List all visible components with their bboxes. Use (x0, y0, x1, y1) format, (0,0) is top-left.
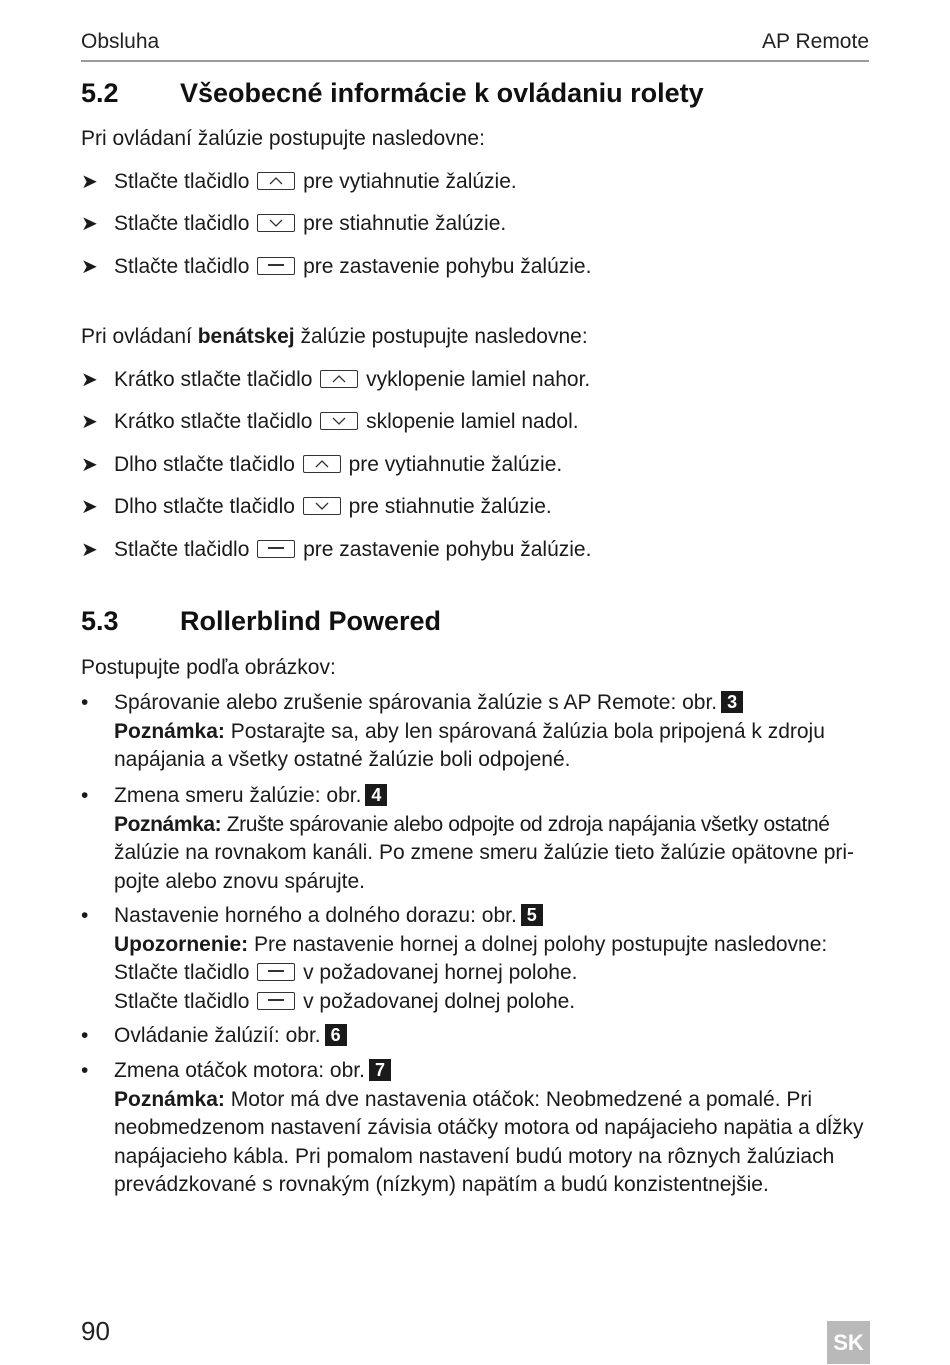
arrow-bullet-icon: ➤ (81, 213, 98, 235)
section-title: Rollerblind Powered (180, 606, 442, 636)
arrow-bullet-icon: ➤ (81, 496, 98, 518)
arrow-bullet-icon: ➤ (81, 454, 98, 476)
intro-text: Postupujte podľa obrázkov: (81, 656, 336, 679)
page-header (81, 28, 869, 62)
list-item: • Zmena otáčok motora: obr. 7 Poznámka: Motor má dve nastavenia otáčok: Neobmedzené a pomalé. Pri neobmedzenom nastavení závisia otáčky motora od napájacieho napätia a dĺžky napájacieho kábla. Pri pomalom nastavení budú motory na rôznych žalúziach prevádzkované s rovnakým (nízkym) napätím a budú konzistentnejšie. (81, 1059, 864, 1196)
step-item: ➤ Stlačte tlačidlo pre zastavenie pohybu žalúzie. (81, 253, 591, 281)
language-badge: SK (827, 1321, 870, 1364)
intro-text: Pri ovládaní žalúzie postupujte nasledovne: (81, 127, 485, 150)
stop-button-icon (257, 992, 295, 1010)
step-item: ➤ Dlho stlačte tlačidlo pre stiahnutie žalúzie. (81, 493, 552, 521)
up-button-icon (303, 455, 341, 473)
step-item: ➤ Krátko stlačte tlačidlo sklopenie lamiel nadol. (81, 408, 579, 436)
arrow-bullet-icon: ➤ (81, 171, 98, 193)
stop-button-icon (257, 257, 295, 275)
arrow-bullet-icon: ➤ (81, 369, 98, 391)
arrow-bullet-icon: ➤ (81, 256, 98, 278)
header-product: AP Remote (762, 30, 869, 53)
step-item: ➤ Stlačte tlačidlo pre vytiahnutie žalúzie. (81, 168, 517, 196)
arrow-bullet-icon: ➤ (81, 411, 98, 433)
bullet-dot-icon: • (81, 904, 89, 927)
section-heading-5-2 (81, 78, 704, 109)
step-item: ➤ Krátko stlačte tlačidlo vyklopenie lamiel nahor. (81, 366, 590, 394)
figure-ref-badge: 6 (325, 1024, 347, 1046)
bullet-dot-icon: • (81, 784, 89, 807)
step-item: ➤ Stlačte tlačidlo pre zastavenie pohybu žalúzie. (81, 536, 591, 564)
down-button-icon (257, 214, 295, 232)
figure-ref-badge: 7 (369, 1059, 391, 1081)
up-button-icon (257, 172, 295, 190)
down-button-icon (303, 497, 341, 515)
list-item: • Spárovanie alebo zrušenie spárovania žalúzie s AP Remote: obr. 3 Poznámka: Postarajte sa, aby len spárovaná žalúzia bola pripojená k zdroju napájania a všetky ostatné žalúzie boli odpojené. (81, 691, 825, 771)
figure-ref-badge: 4 (365, 784, 387, 806)
header-section: Obsluha (81, 30, 160, 53)
figure-ref-badge: 3 (721, 691, 743, 713)
stop-button-icon (257, 540, 295, 558)
section-heading-5-3 (81, 606, 441, 637)
arrow-bullet-icon: ➤ (81, 539, 98, 561)
list-item: • Ovládanie žalúzií: obr. 6 (81, 1022, 871, 1051)
up-button-icon (320, 370, 358, 388)
step-item: ➤ Dlho stlačte tlačidlo pre vytiahnutie žalúzie. (81, 451, 562, 479)
section-title: Všeobecné informácie k ovládaniu rolety (180, 78, 704, 108)
section-number: 5.2 (81, 78, 119, 108)
bullet-dot-icon: • (81, 1059, 89, 1082)
bullet-dot-icon: • (81, 691, 89, 714)
section-number: 5.3 (81, 606, 119, 636)
page-number: 90 (81, 1316, 110, 1346)
down-button-icon (320, 412, 358, 430)
list-item: • Zmena smeru žalúzie: obr. 4 Poznámka: Zrušte spárovanie alebo odpojte od zdroja napájania všetky ostatné žalúzie na rovnakom kanáli. Po zmene smeru žalúzie tieto žalúzie opätovne pri- pojte alebo znovu spárujte. (81, 784, 855, 893)
step-item: ➤ Stlačte tlačidlo pre stiahnutie žalúzie. (81, 210, 506, 238)
figure-ref-badge: 5 (521, 904, 543, 926)
list-item: • Nastavenie horného a dolného dorazu: obr. 5 Upozornenie: Pre nastavenie hornej a dolnej polohy postupujte nasledovne: Stlačte tlačidlo v požadovanej hornej polohe. Stlačte tlačidlo v požadovanej dolnej polohe. (81, 904, 828, 1013)
stop-button-icon (257, 963, 295, 981)
bullet-dot-icon: • (81, 1024, 89, 1047)
intro-text-venetian: Pri ovládaní benátskej žalúzie postupujte nasledovne: (81, 325, 588, 348)
